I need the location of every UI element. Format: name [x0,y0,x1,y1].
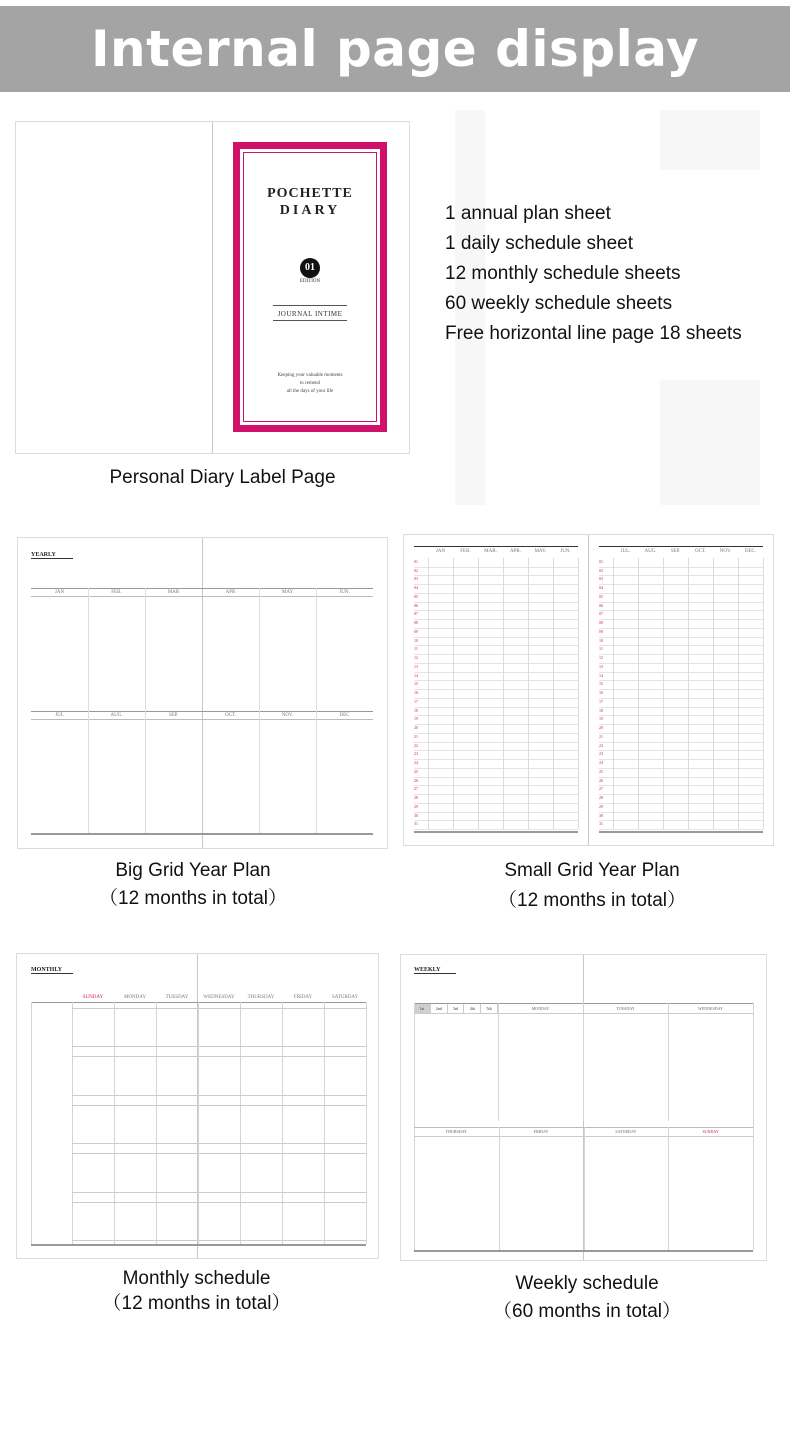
day-number: 14 [599,672,603,678]
month-label: JAN [435,549,446,554]
day-number: 06 [599,602,603,608]
day-number: 12 [599,655,603,661]
day-number: 10 [599,637,603,643]
caption-title: Monthly schedule [122,1268,271,1289]
day-number: 24 [414,760,418,766]
weekday-label: WEDNESDAY [698,1006,723,1011]
weekday-label: FRIDAY [293,995,313,1000]
contents-item: 60 weekly schedule sheets [445,293,673,314]
contents-list [445,199,785,349]
grid-col-line [503,558,504,829]
day-number: 15 [599,681,603,687]
day-number: 21 [599,733,603,739]
day-number: 16 [414,690,418,696]
grid-col-line [114,1002,115,1244]
grid-col-line [498,1003,499,1121]
day-number: 04 [599,585,603,591]
weekday-label: SUNDAY [702,1129,719,1134]
spine-fold [212,122,213,453]
weekday-label: MONDAY [531,1006,550,1011]
day-number: 29 [599,803,603,809]
grid-col-line [584,1127,585,1250]
day-number: 01 [414,559,418,564]
day-number: 21 [414,733,418,739]
grid-row-line [72,1008,366,1009]
caption-subtitle: （60 months in total） [493,1301,681,1322]
weekday-label: TUESDAY [616,1006,635,1011]
month-label: MAY [281,590,294,595]
grid-col-line [663,558,664,829]
day-number: 20 [599,725,603,731]
page-title: Internal page display [90,20,700,78]
day-number: 25 [414,768,418,774]
small-grid-left-table [414,558,578,829]
caption-subtitle: （12 months in total） [99,888,287,909]
monthly-spread [16,953,379,1259]
grid-row-line [72,1046,366,1047]
grid-rule [31,833,373,835]
weekday-label: TUESDAY [165,995,189,1000]
tagline-line: to remend [299,381,321,386]
caption-title: Weekly schedule [515,1273,659,1294]
month-label: FEB. [460,549,471,554]
day-number: 29 [414,803,418,809]
grid-row-line [414,1013,753,1014]
monthly-grid [31,1002,366,1244]
day-number: 01 [599,559,603,564]
day-number: 07 [599,611,603,617]
day-number: 11 [414,646,418,652]
month-label: OCT. [225,713,236,718]
day-number: 28 [599,795,603,801]
day-number: 09 [414,628,418,634]
grid-col-line [613,558,614,829]
caption-subtitle: （12 months in total） [102,1293,291,1314]
yearly-heading: YEARLY [31,552,56,558]
grid-row-line [414,829,578,830]
background-shape [660,110,760,170]
grid-row-line [72,1143,366,1144]
contents-item: Free horizontal line page 18 sheets [445,323,742,344]
day-number: 22 [599,742,603,748]
grid-rule [599,546,763,547]
grid-col-line [668,1003,669,1121]
month-label: NOV. [281,713,294,718]
day-number: 31 [414,821,418,827]
weekday-label: MONDAY [123,995,147,1000]
grid-row-line [72,1192,366,1193]
grid-col-line [156,1002,157,1244]
month-label: DEC. [744,549,757,554]
grid-col [145,588,146,833]
grid-col-line [668,1127,669,1250]
grid-rule [414,546,578,547]
day-number: 05 [599,593,603,599]
day-number: 31 [599,821,603,827]
day-number: 28 [414,795,418,801]
grid-col [316,588,317,833]
day-number: 20 [414,725,418,731]
grid-col-line [499,1127,500,1250]
day-number: 18 [599,707,603,713]
day-number: 15 [414,681,418,687]
day-number: 02 [599,567,603,573]
month-label: DEC [339,713,350,718]
day-number: 07 [414,611,418,617]
grid-col-line [713,558,714,829]
day-number: 16 [599,690,603,696]
grid-col-line [553,558,554,829]
grid-row-line [72,1240,366,1241]
grid-col-line [688,558,689,829]
divider [273,305,347,306]
weekly-heading: WEEKLY [414,967,441,973]
spine-fold [588,535,589,845]
weekday-label: THURSDAY [247,995,275,1000]
background-shape [660,380,760,505]
caption-weekly [400,1270,774,1326]
week-tab[interactable]: 2nd [431,1004,448,1013]
grid-row-line [72,1202,366,1203]
day-number: 12 [414,655,418,661]
small-grid-right-table [599,558,763,829]
day-number: 04 [414,585,418,591]
journal-label: JOURNAL INTIME [277,310,343,318]
month-label: OCT. [695,549,706,554]
day-number: 17 [599,698,603,704]
grid-col-line [282,1002,283,1244]
weekday-label: WEDNESDAY [203,995,235,1000]
week-tab[interactable]: 1st [414,1004,431,1013]
cover-title-line2: DIARY [279,203,341,218]
month-label: MAR [167,590,180,595]
grid-col-line [528,558,529,829]
month-label: JUL. [620,549,631,554]
caption-big-grid [17,857,369,913]
day-number: 30 [414,812,418,818]
cover-tagline [240,372,380,396]
grid-col [259,588,260,833]
day-number: 05 [414,593,418,599]
day-number: 14 [414,672,418,678]
month-label: JUN. [339,590,350,595]
month-label: AUG. [644,549,657,554]
month-label: FEB. [111,590,122,595]
contents-item: 1 daily schedule sheet [445,233,634,254]
day-number: 03 [599,576,603,582]
month-label: MAY. [534,549,547,554]
day-number: 18 [414,707,418,713]
cover-title-line1: POCHETTE [267,186,353,201]
month-label: APR [225,590,236,595]
day-number: 06 [414,602,418,608]
day-number: 03 [414,576,418,582]
day-number: 17 [414,698,418,704]
yearly-heading-rule [31,552,73,559]
grid-col [88,588,89,833]
caption-subtitle: （12 months in total） [498,890,686,911]
day-number: 13 [599,663,603,669]
caption-label-page: Personal Diary Label Page [109,467,336,488]
divider [273,320,347,321]
grid-row-line [72,1105,366,1106]
grid-row-line [72,1095,366,1096]
day-number: 27 [599,786,603,792]
day-number: 24 [599,760,603,766]
grid-col-line [366,1002,367,1244]
day-number: 23 [414,751,418,757]
day-number: 26 [599,777,603,783]
day-number: 13 [414,663,418,669]
day-number: 19 [599,716,603,722]
small-grid-spread [403,534,774,846]
weekday-label: SATURDAY [331,995,359,1000]
day-number: 30 [599,812,603,818]
tagline-line: Keeping your valuable moments [277,373,343,378]
day-number: 26 [414,777,418,783]
month-label: JUL [55,713,64,718]
month-label: JUN. [560,549,571,554]
grid-col-line [763,558,764,829]
grid-col-line [578,558,579,829]
grid-col-line [324,1002,325,1244]
caption-title: Big Grid Year Plan [115,860,271,881]
caption-small-grid [403,857,781,915]
monthly-heading-rule [31,967,73,974]
week-tab[interactable]: 4th [464,1004,481,1013]
day-number: 19 [414,716,418,722]
day-number: 08 [599,620,603,626]
grid-col-line [583,1003,584,1121]
day-number: 09 [599,628,603,634]
grid-col-line [753,1003,754,1250]
edition-badge: 01 [300,258,320,278]
tagline-line: all the days of your life [286,389,334,394]
months-left-row [428,548,578,556]
caption-title: Small Grid Year Plan [504,860,680,881]
weekday-row [72,994,366,1002]
day-number: 25 [599,768,603,774]
month-label: MAR. [484,549,497,554]
grid-rule [414,831,578,833]
grid-col-line [198,1002,199,1244]
grid-rule [599,831,763,833]
day-number: 27 [414,786,418,792]
grid-col-line [453,558,454,829]
day-number: 22 [414,742,418,748]
month-label: APR. [510,549,521,554]
contents-item: 12 monthly schedule sheets [445,263,681,284]
weekly-grid [414,1003,753,1250]
weekday-label: THURSDAY [445,1129,468,1134]
month-label: NOV. [719,549,732,554]
grid-rule [31,1244,366,1246]
grid-col-line [31,1002,32,1244]
months-bottom-row [31,711,373,720]
edition-label: EDITION [299,279,321,284]
day-number: 02 [414,567,418,573]
day-number: 08 [414,620,418,626]
grid-col-line [738,558,739,829]
grid-col-line [638,558,639,829]
day-number: 11 [599,646,603,652]
weekly-spread [400,954,767,1261]
grid-row-line [72,1056,366,1057]
grid-row-line [599,829,763,830]
contents-item: 1 annual plan sheet [445,203,611,224]
month-label: JAN [54,590,65,595]
monthly-heading: MONTHLY [31,967,63,973]
grid-col-line [240,1002,241,1244]
big-grid-spread [17,537,388,849]
weekly-heading-rule [414,967,456,974]
grid-row-line [72,1153,366,1154]
grid-rule [414,1250,753,1252]
grid-col-line [428,558,429,829]
day-number: 23 [599,751,603,757]
month-label: SEP. [168,713,179,718]
grid-col-line [478,558,479,829]
day-number: 10 [414,637,418,643]
spine-fold [202,538,203,848]
weekday-label: SUNDAY [82,995,104,1000]
week-tab[interactable]: 5th [481,1004,498,1013]
weekday-label: SATURDAY [615,1129,637,1134]
months-top-row [31,588,373,597]
months-right-row [613,548,763,556]
grid-col-line [72,1002,73,1244]
weekday-label: FRIDAY [533,1129,549,1134]
month-label: AUG. [110,713,123,718]
week-tabs [414,1004,498,1013]
caption-monthly [16,1266,377,1316]
week-tab[interactable]: 3rd [448,1004,465,1013]
month-label: SEP. [670,549,681,554]
